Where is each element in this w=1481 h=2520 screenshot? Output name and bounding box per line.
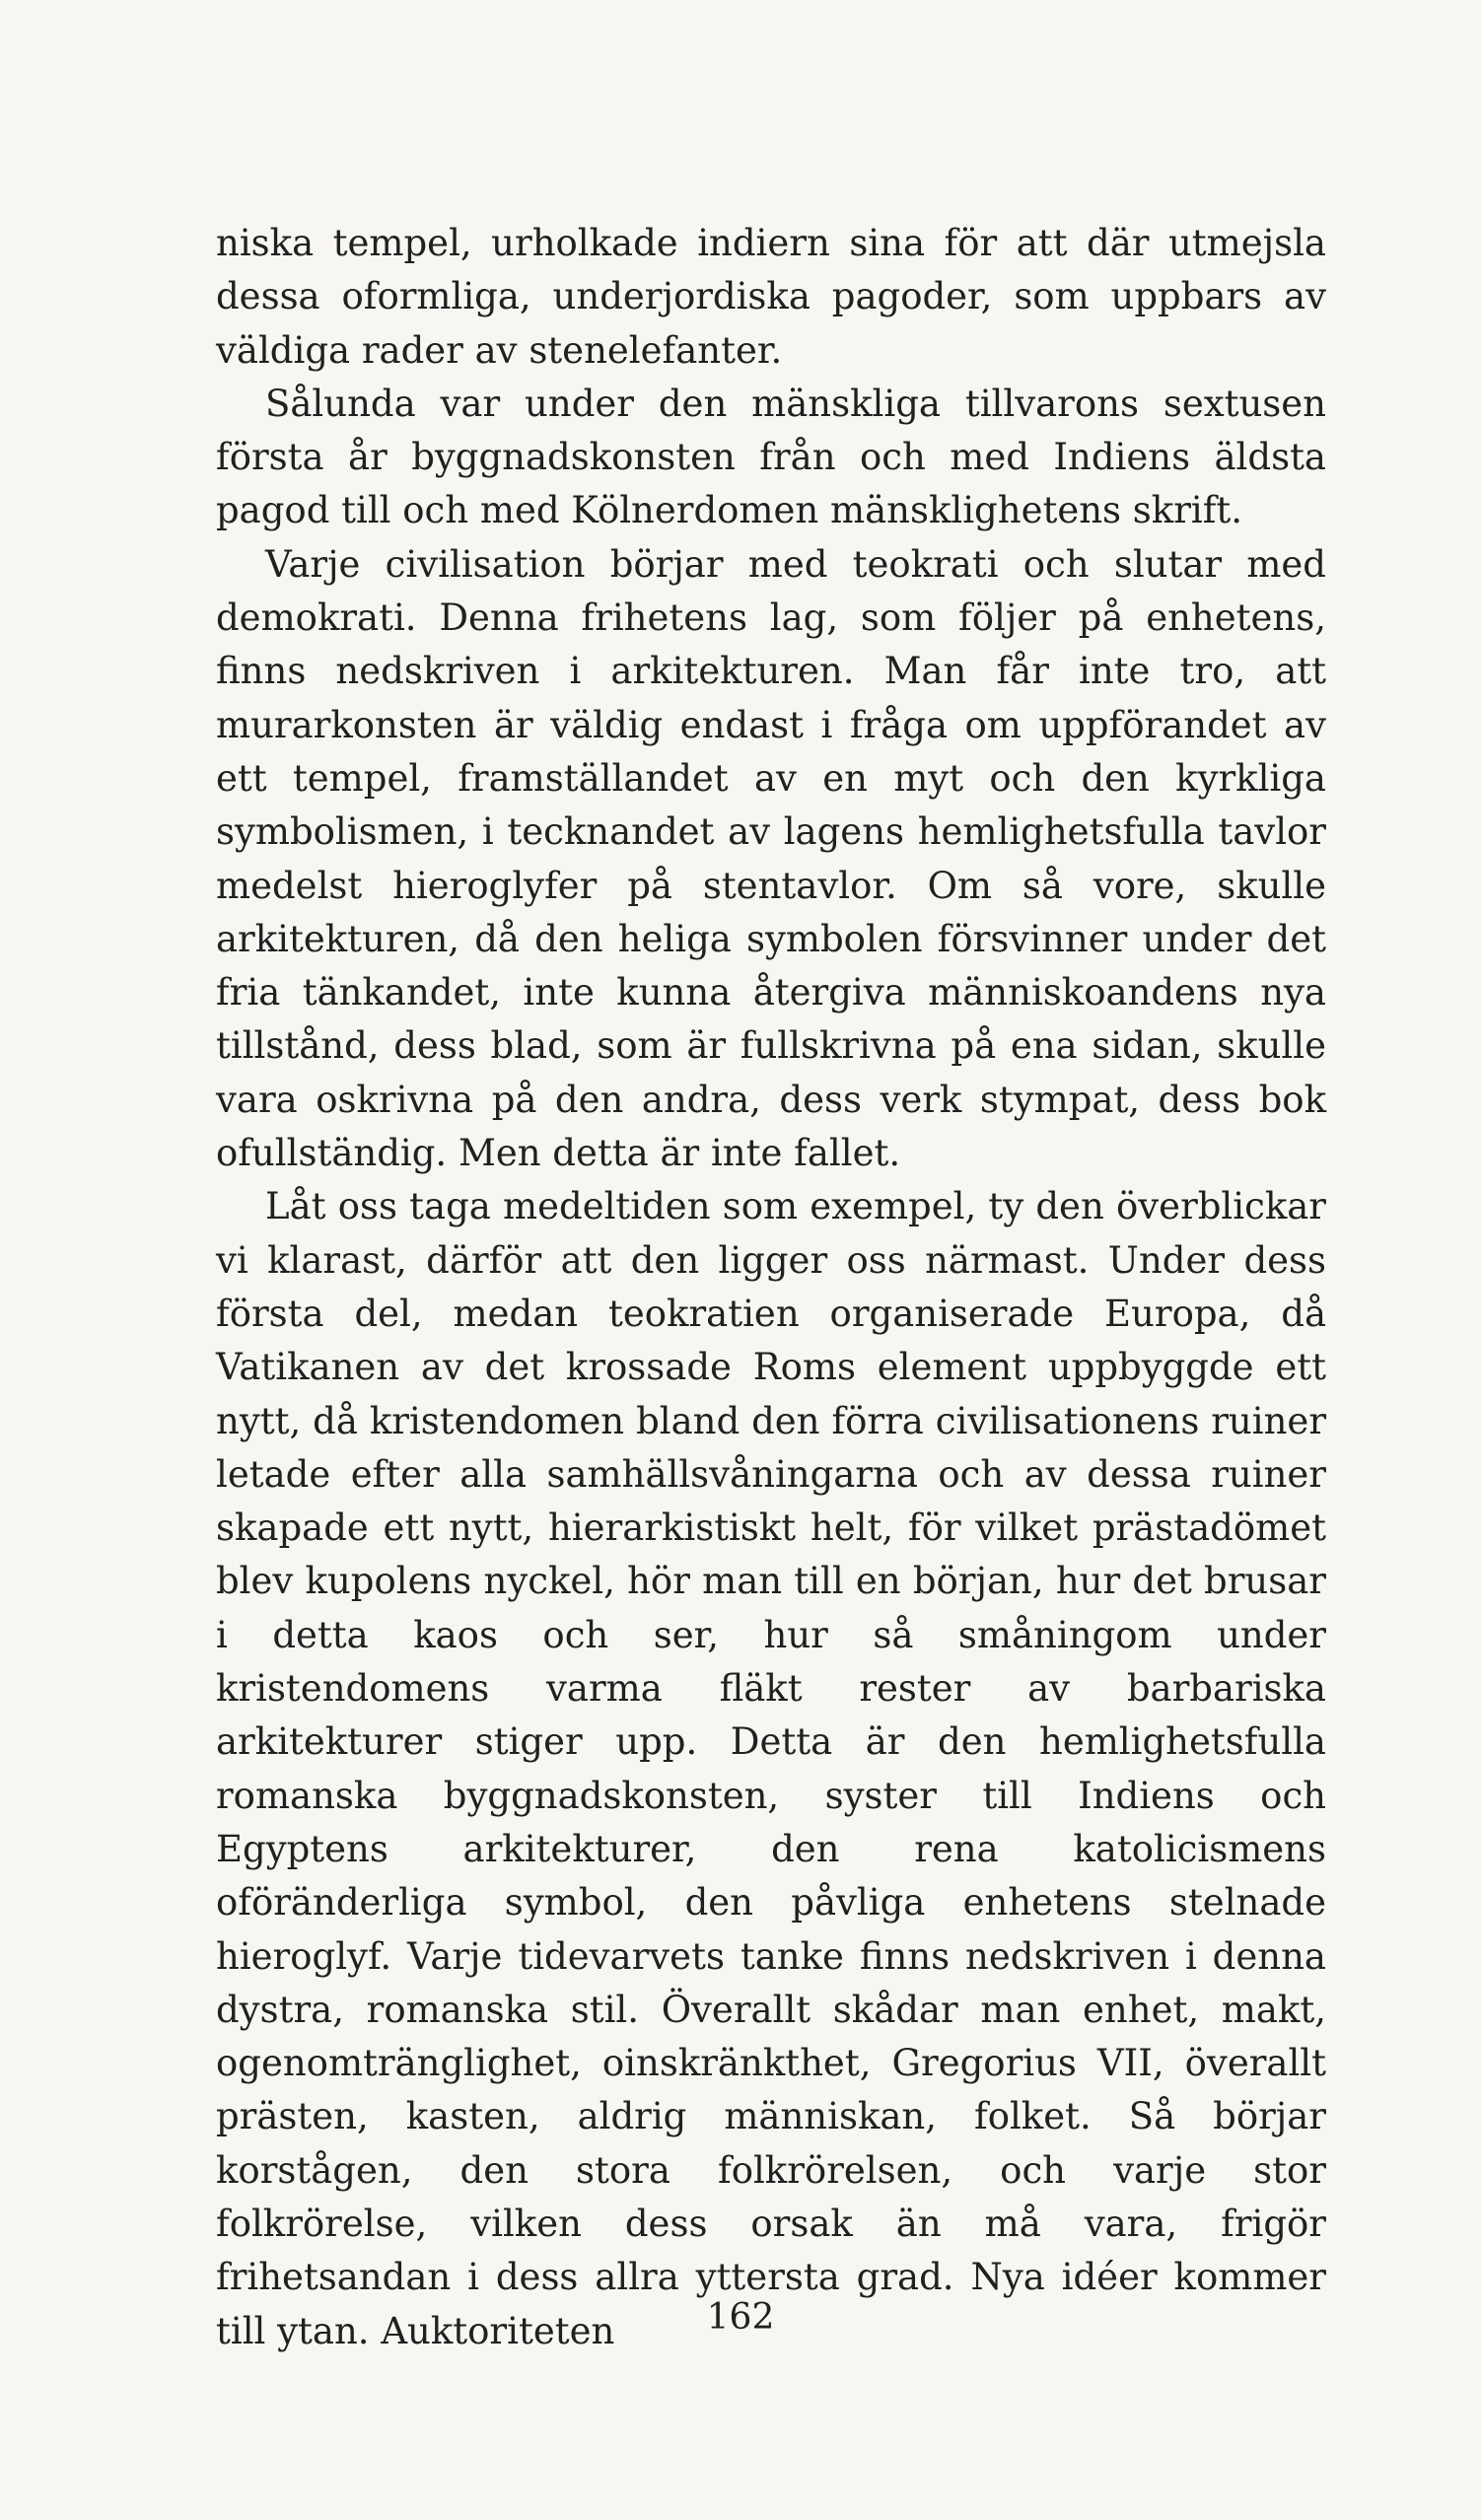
paragraph-3: Varje civilisation börjar med teokrati och slutar med demokrati. Denna frihetens lag, som följer på enhetens, finns nedskriven i arkitekturen. Man får inte tro, att murarkonsten är väldig endast i fråga om uppförandet av ett tempel, framställandet av en myt och den kyrkliga symbolismen, i tecknandet av lagens hemlighetsfulla tavlor medelst hieroglyfer på stentavlor. Om så vore, skulle arkitekturen, då den heliga symbolen försvinner under det fria tänkandet, inte kunna återgiva människoandens nya tillstånd, dess blad, som är fullskrivna på ena sidan, skulle vara oskrivna på den andra, dess verk stympat, dess bok ofullständig. Men detta är inte fallet. xyxy=(216,542,1326,1175)
paragraph-1: niska tempel, urholkade indiern sina för att där utmejsla dessa oformliga, underjordiska pagoder, som uppbars av väldiga rader av stenelefanter. xyxy=(216,222,1326,372)
paragraph-2: Sålunda var under den mänskliga tillvarons sextusen första år byggnadskonsten från och med Indiens äldsta pagod till och med Kölnerdomen mänsklighetens skrift. xyxy=(216,382,1326,532)
body-text xyxy=(216,217,1326,2358)
page-number: 162 xyxy=(706,2297,775,2338)
paragraph-4: Låt oss taga medeltiden som exempel, ty den överblickar vi klarast, därför att den ligger oss närmast. Under dess första del, medan teokratien organiserade Europa, då Vatikanen av det krossade Roms element uppbyggde ett nytt, då kristendomen bland den förra civilisationens ruiner letade efter alla samhällsvåningarna och av dessa ruiner skapade ett nytt, hierarkistiskt helt, för vilket prästadömet blev kupolens nyckel, hör man till en början, hur det brusar i detta kaos och ser, hur så småningom under kristendomens varma fläkt rester av barbariska arkitekturer stiger upp. Detta är den hemlighetsfulla romanska byggnadskonsten, syster till Indiens och Egyptens arkitekturer, den rena katolicismens oföränderliga symbol, den påvliga enhetens stelnade hieroglyf. Varje tidevarvets tanke finns nedskriven i denna dystra, romanska stil. Överallt skådar man enhet, makt, ogenomtränglighet, oinskränkthet, Gregorius VII, överallt prästen, kasten, aldrig människan, folket. Så börjar korstågen, den stora folkrörelsen, och varje stor folkrörelse, vilken dess orsak än må vara, frigör frihetsandan i dess allra yttersta grad. Nya idéer kommer till ytan. Auktoriteten xyxy=(216,1185,1326,2352)
